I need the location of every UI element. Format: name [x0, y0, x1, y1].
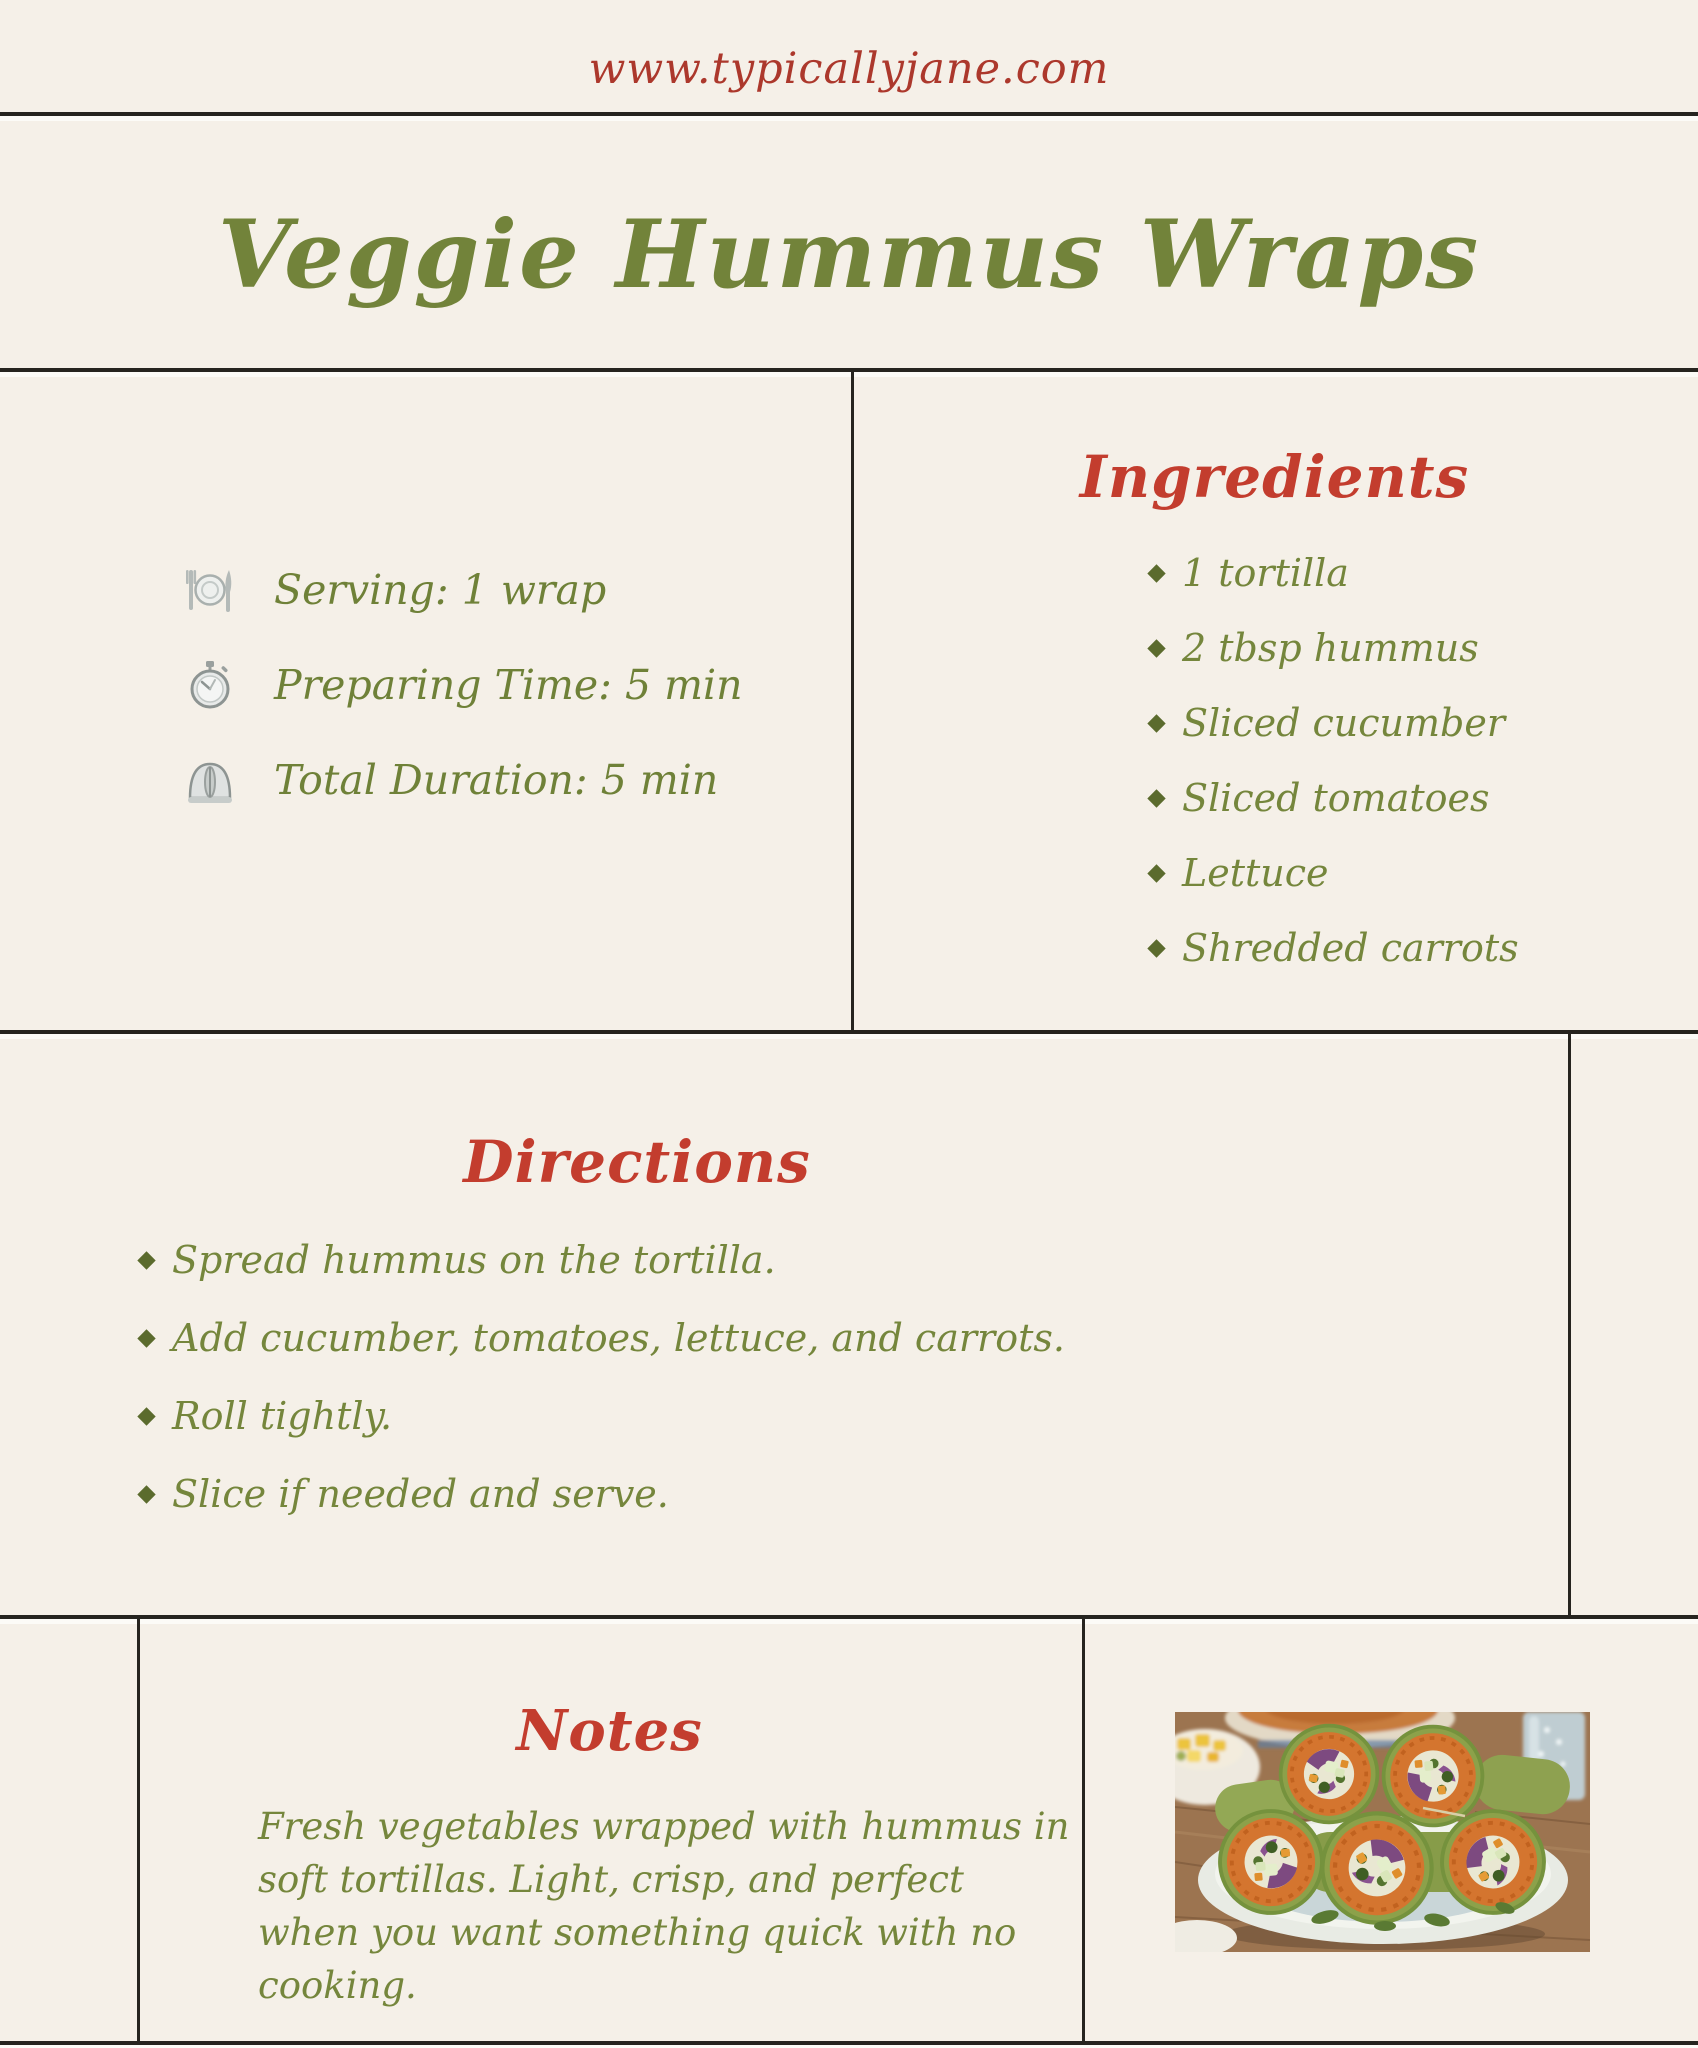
- diamond-bullet-icon: [1147, 939, 1165, 957]
- direction-step: [140, 1394, 392, 1438]
- ingredient-text: Sliced tomatoes: [1182, 776, 1490, 820]
- meta-row-total-duration: [184, 752, 718, 808]
- direction-step: [140, 1472, 669, 1516]
- kitchen-timer-icon: [184, 754, 236, 806]
- total-duration-label: Total Duration: 5 min: [274, 756, 719, 804]
- diamond-bullet-icon: [137, 1407, 155, 1425]
- diamond-bullet-icon: [137, 1329, 155, 1347]
- stopwatch-icon: [184, 659, 236, 711]
- divider-above-directions: [0, 1030, 1698, 1039]
- ingredient-item: [1150, 701, 1505, 745]
- ingredient-text: Shredded carrots: [1182, 926, 1519, 970]
- ingredient-item: [1150, 776, 1490, 820]
- plate-cutlery-icon: [184, 564, 236, 616]
- diamond-bullet-icon: [137, 1251, 155, 1269]
- ingredient-item: [1150, 551, 1349, 595]
- direction-text: Slice if needed and serve.: [172, 1472, 669, 1516]
- diamond-bullet-icon: [1147, 789, 1165, 807]
- direction-text: Add cucumber, tomatoes, lettuce, and carrots.: [172, 1316, 1065, 1360]
- divider-notes-right: [1082, 1615, 1085, 2045]
- serving-label: Serving: 1 wrap: [274, 566, 607, 614]
- veggie-wraps-photo-illustration: [1175, 1712, 1590, 1952]
- ingredients-heading: Ingredients: [1079, 443, 1470, 511]
- directions-heading: Directions: [463, 1128, 811, 1196]
- meta-row-serving: [184, 562, 606, 618]
- recipe-photo: [1175, 1712, 1590, 1952]
- divider-below-title: [0, 368, 1698, 377]
- notes-text: Fresh vegetables wrapped with hummus in soft tortillas. Light, crisp, and perfect when you want something quick with no cooking.: [258, 1805, 1070, 2007]
- divider-bottom: [0, 2041, 1698, 2048]
- notes-heading: Notes: [516, 1698, 703, 1764]
- divider-notes-left: [137, 1615, 140, 2045]
- prep-time-label: Preparing Time: 5 min: [274, 661, 743, 709]
- ingredient-text: Lettuce: [1182, 851, 1329, 895]
- site-url[interactable]: www.typicallyjane.com: [588, 44, 1110, 94]
- divider-below-header: [0, 112, 1698, 121]
- ingredient-item: [1150, 926, 1519, 970]
- diamond-bullet-icon: [1147, 864, 1165, 882]
- diamond-bullet-icon: [1147, 564, 1165, 582]
- divider-above-notes: [0, 1615, 1698, 1624]
- diamond-bullet-icon: [1147, 639, 1165, 657]
- ingredient-text: 2 tbsp hummus: [1182, 626, 1479, 670]
- diamond-bullet-icon: [1147, 714, 1165, 732]
- direction-step: [140, 1238, 776, 1282]
- direction-step: [140, 1316, 1065, 1360]
- ingredient-text: 1 tortilla: [1182, 551, 1349, 595]
- diamond-bullet-icon: [137, 1485, 155, 1503]
- ingredient-item: [1150, 851, 1329, 895]
- recipe-title: Veggie Hummus Wraps: [217, 200, 1481, 310]
- ingredient-item: [1150, 626, 1479, 670]
- direction-text: Spread hummus on the tortilla.: [172, 1238, 776, 1282]
- ingredient-text: Sliced cucumber: [1182, 701, 1506, 745]
- direction-text: Roll tightly.: [172, 1394, 393, 1438]
- meta-row-prep-time: [184, 657, 743, 713]
- divider-directions-right: [1568, 1030, 1571, 1615]
